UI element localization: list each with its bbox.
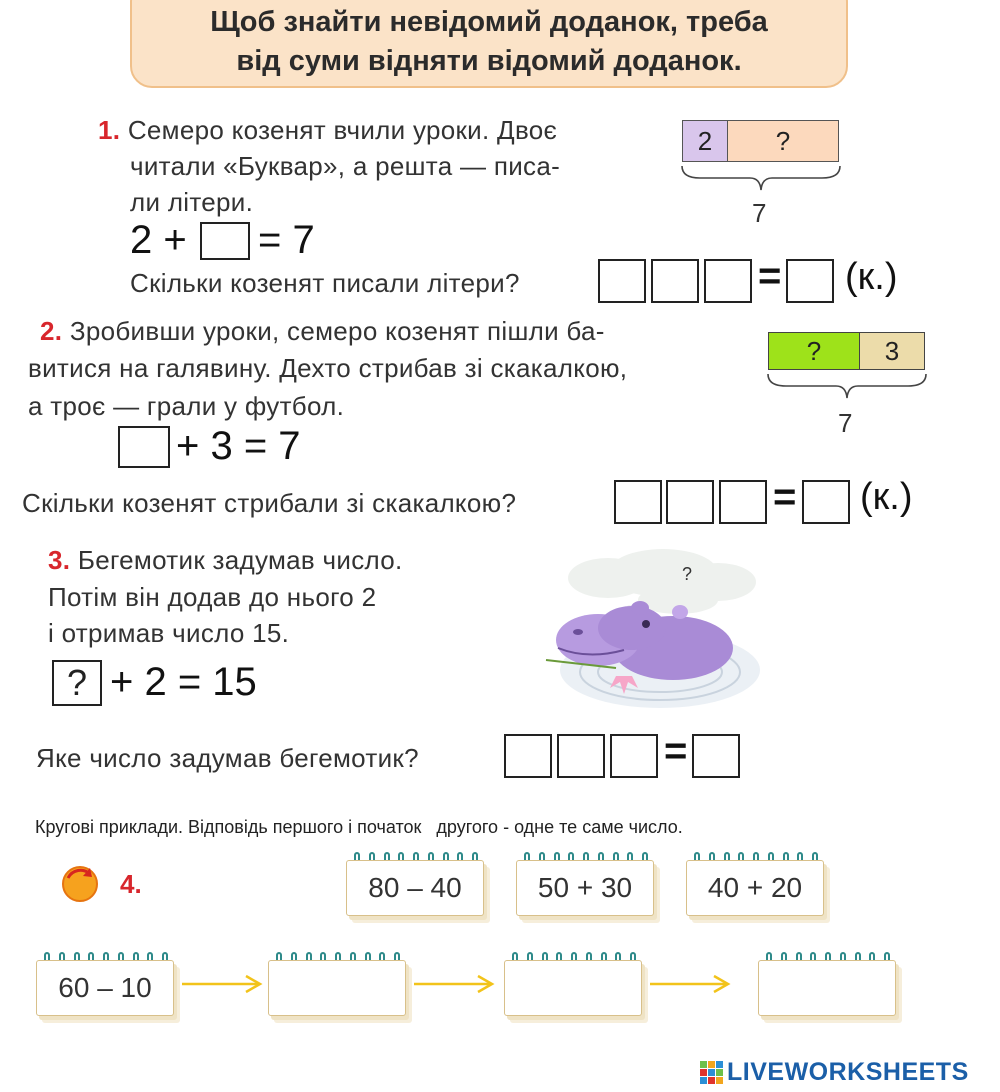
liveworksheets-logo-text: LIVEWORKSHEETS [727,1058,969,1086]
task2-answer-box-2[interactable] [666,480,714,524]
rule-line-2: від суми відняти відомий доданок. [236,45,742,77]
task1-brace [680,164,842,194]
task1-answer-box-1[interactable] [598,259,646,303]
task2-eq-right: + 3 = 7 [176,424,301,468]
task2-total: 7 [838,408,853,438]
chain-card-3 [498,952,646,1022]
task1-equals: = [758,254,782,298]
task2-line-2: витися на галявину. Дехто стрибав зі скакалкою, [28,353,628,383]
task1-answer-box-result[interactable] [786,259,834,303]
task2-answer-box-1[interactable] [614,480,662,524]
card-top-1-text: 80 – 40 [346,860,484,916]
chain-card-2 [262,952,410,1022]
task1-line-3: ли літери. [130,187,254,217]
task3-answer-box-3[interactable] [610,734,658,778]
chain-arrow-1 [180,972,264,996]
task3-eq-right: + 2 = 15 [110,660,257,704]
task3-answer-box-2[interactable] [557,734,605,778]
chain-card-4-input[interactable] [758,960,896,1016]
task1-eq-left: 2 + [130,218,187,262]
task2-question: Скільки козенят стрибали зі скакалкою? [22,488,517,518]
task2-brace [766,372,928,402]
task3-text-1: Бегемотик задумав число. [77,545,403,575]
task2-text-1: Зробивши уроки, семеро козенят пішли ба- [69,316,605,346]
chain-card-start-text: 60 – 10 [36,960,174,1016]
card-top-3-text: 40 + 20 [686,860,824,916]
task3-eq-box[interactable]: ? [52,660,102,706]
hippo-thought-mark: ? [682,564,693,584]
task1-eq-right: = 7 [258,218,315,262]
task2-line-1 [40,316,605,347]
task2-answer-box-result[interactable] [802,480,850,524]
task2-diagram-unknown: ? [768,332,860,370]
chain-card-4 [752,952,900,1022]
liveworksheets-logo [700,1058,969,1087]
task3-line-3: і отримав число 15. [48,618,290,648]
hippo-illustration [528,548,764,718]
task4-number: 4. [120,869,142,899]
task2-equals: = [773,475,797,519]
task3-equals: = [664,729,688,773]
task2-number: 2. [40,316,63,346]
chain-card-2-input[interactable] [268,960,406,1016]
task2-diagram-known: 3 [859,332,925,370]
task2-line-3: а троє — грали у футбол. [28,391,345,421]
chain-arrow-2 [412,972,496,996]
task1-total: 7 [752,198,767,228]
task3-number: 3. [48,545,71,575]
task2-eq-answer-box[interactable] [118,426,170,468]
task1-line-2: читали «Буквар», а решта — писа- [130,151,561,181]
task1-eq-answer-box[interactable] [200,222,250,260]
circular-arrow-icon [58,864,102,904]
rule-line-1: Щоб знайти невідомий доданок, треба [210,6,768,38]
card-top-1 [340,852,488,922]
task1-line-1 [98,115,557,146]
card-top-2 [510,852,658,922]
liveworksheets-logo-icon [700,1061,724,1085]
chain-card-3-input[interactable] [504,960,642,1016]
task1-answer-box-2[interactable] [651,259,699,303]
task4-instruction: Кругові приклади. Відповідь першого і початок другого - одне те саме число. [35,817,683,837]
task2-answer-box-3[interactable] [719,480,767,524]
task3-line-2: Потім він додав до нього 2 [48,582,377,612]
task1-unit: (к.) [845,256,898,298]
task1-diagram-unknown: ? [727,120,839,162]
task1-answer-box-3[interactable] [704,259,752,303]
task1-text-1: Семеро козенят вчили уроки. Двоє [127,115,558,145]
card-top-2-text: 50 + 30 [516,860,654,916]
task3-answer-box-1[interactable] [504,734,552,778]
task1-diagram-known: 2 [682,120,728,162]
task2-unit: (к.) [860,476,913,518]
task1-number: 1. [98,115,121,145]
task1-question: Скільки козенят писали літери? [130,268,520,298]
task3-question: Яке число задумав бегемотик? [36,743,419,773]
chain-card-start [30,952,178,1022]
card-top-3 [680,852,828,922]
task3-line-1 [48,545,403,576]
task3-answer-box-result[interactable] [692,734,740,778]
chain-arrow-3 [648,972,732,996]
